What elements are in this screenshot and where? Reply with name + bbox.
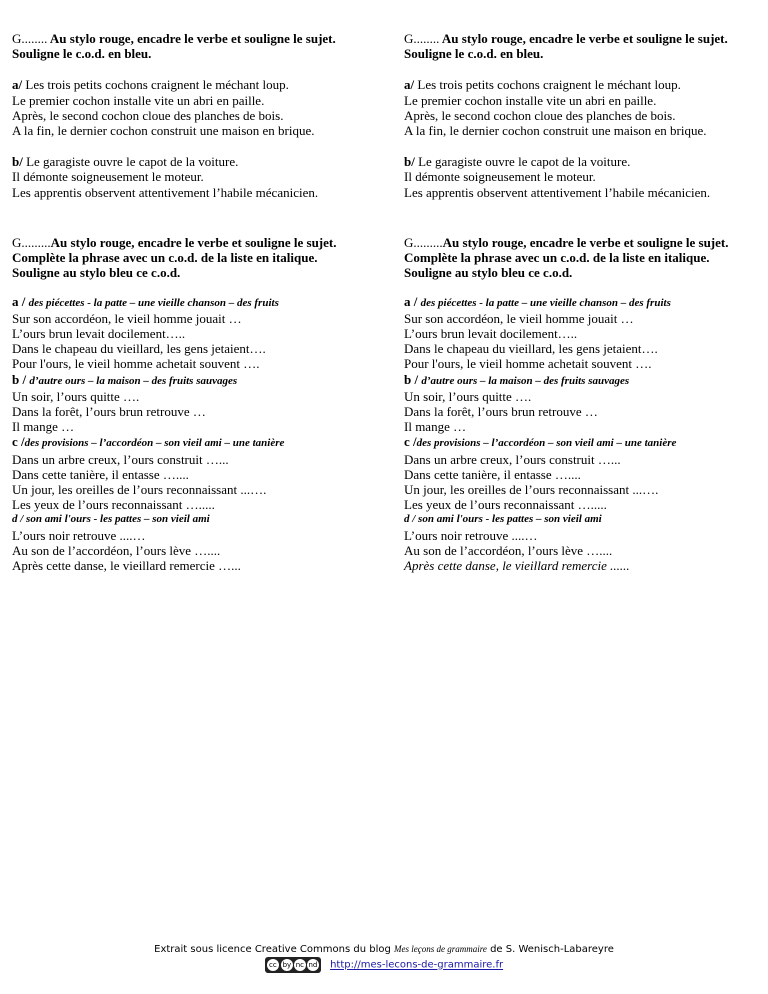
exercise-1-a-line: Le premier cochon installe vite un abri en paille.: [404, 92, 657, 108]
exercise-2-instruction-3: Souligne au stylo bleu ce c.o.d.: [404, 265, 573, 281]
sentence-line: L’ours noir retrouve ....…: [404, 527, 538, 543]
exercise-1-a-line: a/ Les trois petits cochons craignent le méchant loup.: [12, 77, 289, 93]
sentence-line: Sur son accordéon, le vieil homme jouait …: [404, 310, 634, 326]
sentence-line: Après cette danse, le vieillard remercie …...: [12, 558, 241, 574]
sentence-line: L’ours brun levait docilement…..: [12, 326, 186, 342]
exercise-1-b-line: Les apprentis observent attentivement l’habile mécanicien.: [404, 184, 711, 200]
sentence-line: Dans le chapeau du vieillard, les gens jetaient….: [404, 341, 658, 357]
sentence-line: Dans un arbre creux, l’ours construit …...: [12, 451, 229, 467]
footer: [0, 943, 768, 973]
exercise-1-b-line: b/ Le garagiste ouvre le capot de la voiture.: [12, 154, 239, 170]
sentence-line: Un jour, les oreilles de l’ours reconnaissant ...….: [12, 482, 267, 498]
sentence-line: Il mange …: [404, 419, 467, 435]
sentence-line: Un soir, l’ours quitte ….: [404, 388, 532, 404]
sentence-line: Au son de l’accordéon, l’ours lève …....: [12, 542, 221, 558]
word-list-c: c /des provisions – l’accordéon – son vieil ami – une tanière: [12, 434, 285, 450]
exercise-1-a-line: Le premier cochon installe vite un abri en paille.: [12, 92, 265, 108]
sentence-line: Dans le chapeau du vieillard, les gens jetaient….: [12, 341, 266, 357]
exercise-2-instruction-2: Complète la phrase avec un c.o.d. de la liste en italique.: [404, 250, 710, 266]
sentence-line: Pour l'ours, le vieil homme achetait souvent ….: [404, 356, 652, 372]
sentence-line: L’ours brun levait docilement…..: [404, 326, 578, 342]
exercise-1-b-line: Il démonte soigneusement le moteur.: [404, 169, 596, 185]
sentence-line: Au son de l’accordéon, l’ours lève …....: [404, 542, 613, 558]
license-row: [0, 957, 768, 973]
sentence-line: Dans la forêt, l’ours brun retrouve …: [12, 404, 206, 420]
word-list-a: a / des piécettes - la patte – une vieille chanson – des fruits: [404, 293, 671, 309]
word-list-a: a / des piécettes - la patte – une vieille chanson – des fruits: [12, 293, 279, 309]
sentence-line: Sur son accordéon, le vieil homme jouait …: [12, 310, 242, 326]
exercise-2: [12, 235, 372, 573]
exercise-1-a-line: a/ Les trois petits cochons craignent le méchant loup.: [404, 77, 681, 93]
word-list-d: d / son ami l'ours - les pattes – son vieil ami: [12, 513, 210, 526]
exercise-1-a-line: Après, le second cochon cloue des planches de bois.: [12, 107, 284, 123]
exercise-1-a-line: A la fin, le dernier cochon construit une maison en brique.: [12, 123, 315, 139]
exercise-1-a-line: A la fin, le dernier cochon construit une maison en brique.: [404, 123, 707, 139]
exercise-1-instruction: G........ Au stylo rouge, encadre le verbe et souligne le sujet.: [404, 31, 728, 46]
license-text: Extrait sous licence Creative Commons du blog Mes leçons de grammaire de S. Wenisch-Labareyre: [154, 944, 614, 955]
sentence-line: Dans cette tanière, il entasse …....: [404, 466, 581, 482]
word-list-b: b / d’autre ours – la maison – des fruits sauvages: [12, 371, 238, 387]
exercise-2-instruction: G.........Au stylo rouge, encadre le verbe et souligne le sujet.: [404, 235, 729, 250]
word-list-d: d / son ami l'ours - les pattes – son vieil ami: [404, 513, 602, 526]
exercise-2-instruction-2: Complète la phrase avec un c.o.d. de la liste en italique.: [12, 250, 318, 266]
sentence-line: Les yeux de l’ours reconnaissant ….....: [12, 497, 215, 513]
exercise-1-instruction: G........ Au stylo rouge, encadre le verbe et souligne le sujet.: [12, 31, 336, 46]
exercise-1-b-line: Il démonte soigneusement le moteur.: [12, 169, 204, 185]
exercise-1-b-line: b/ Le garagiste ouvre le capot de la voiture.: [404, 154, 631, 170]
exercise-1-instruction-2: Souligne le c.o.d. en bleu.: [12, 46, 152, 62]
exercise-1-a-line: Après, le second cochon cloue des planches de bois.: [404, 107, 676, 123]
sentence-line: Un jour, les oreilles de l’ours reconnaissant ...….: [404, 482, 659, 498]
exercise-2-instruction-3: Souligne au stylo bleu ce c.o.d.: [12, 265, 181, 281]
sentence-line: Dans cette tanière, il entasse …....: [12, 466, 189, 482]
exercise-1-copy: [404, 31, 764, 200]
sentence-line: Dans un arbre creux, l’ours construit …...: [404, 451, 621, 467]
sentence-line: Les yeux de l’ours reconnaissant ….....: [404, 497, 607, 513]
exercise-2-instruction: G.........Au stylo rouge, encadre le verbe et souligne le sujet.: [12, 235, 337, 250]
sentence-line: Un soir, l’ours quitte ….: [12, 388, 140, 404]
word-list-b: b / d’autre ours – la maison – des fruits sauvages: [404, 371, 630, 387]
sentence-line: Après cette danse, le vieillard remercie ......: [404, 558, 630, 574]
exercise-1-b-line: Les apprentis observent attentivement l’habile mécanicien.: [12, 184, 319, 200]
exercise-1-instruction-2: Souligne le c.o.d. en bleu.: [404, 46, 544, 62]
sentence-line: Il mange …: [12, 419, 75, 435]
exercise-2-copy: [404, 235, 764, 573]
sentence-line: Pour l'ours, le vieil homme achetait souvent ….: [12, 356, 260, 372]
sentence-line: Dans la forêt, l’ours brun retrouve …: [404, 404, 598, 420]
blog-link[interactable]: http://mes-lecons-de-grammaire.fr: [330, 959, 504, 971]
word-list-c: c /des provisions – l’accordéon – son vieil ami – une tanière: [404, 434, 677, 450]
exercise-1: [12, 31, 372, 200]
creative-commons-license-icon[interactable]: cc by nc nd: [265, 957, 321, 973]
sentence-line: L’ours noir retrouve ....…: [12, 527, 146, 543]
